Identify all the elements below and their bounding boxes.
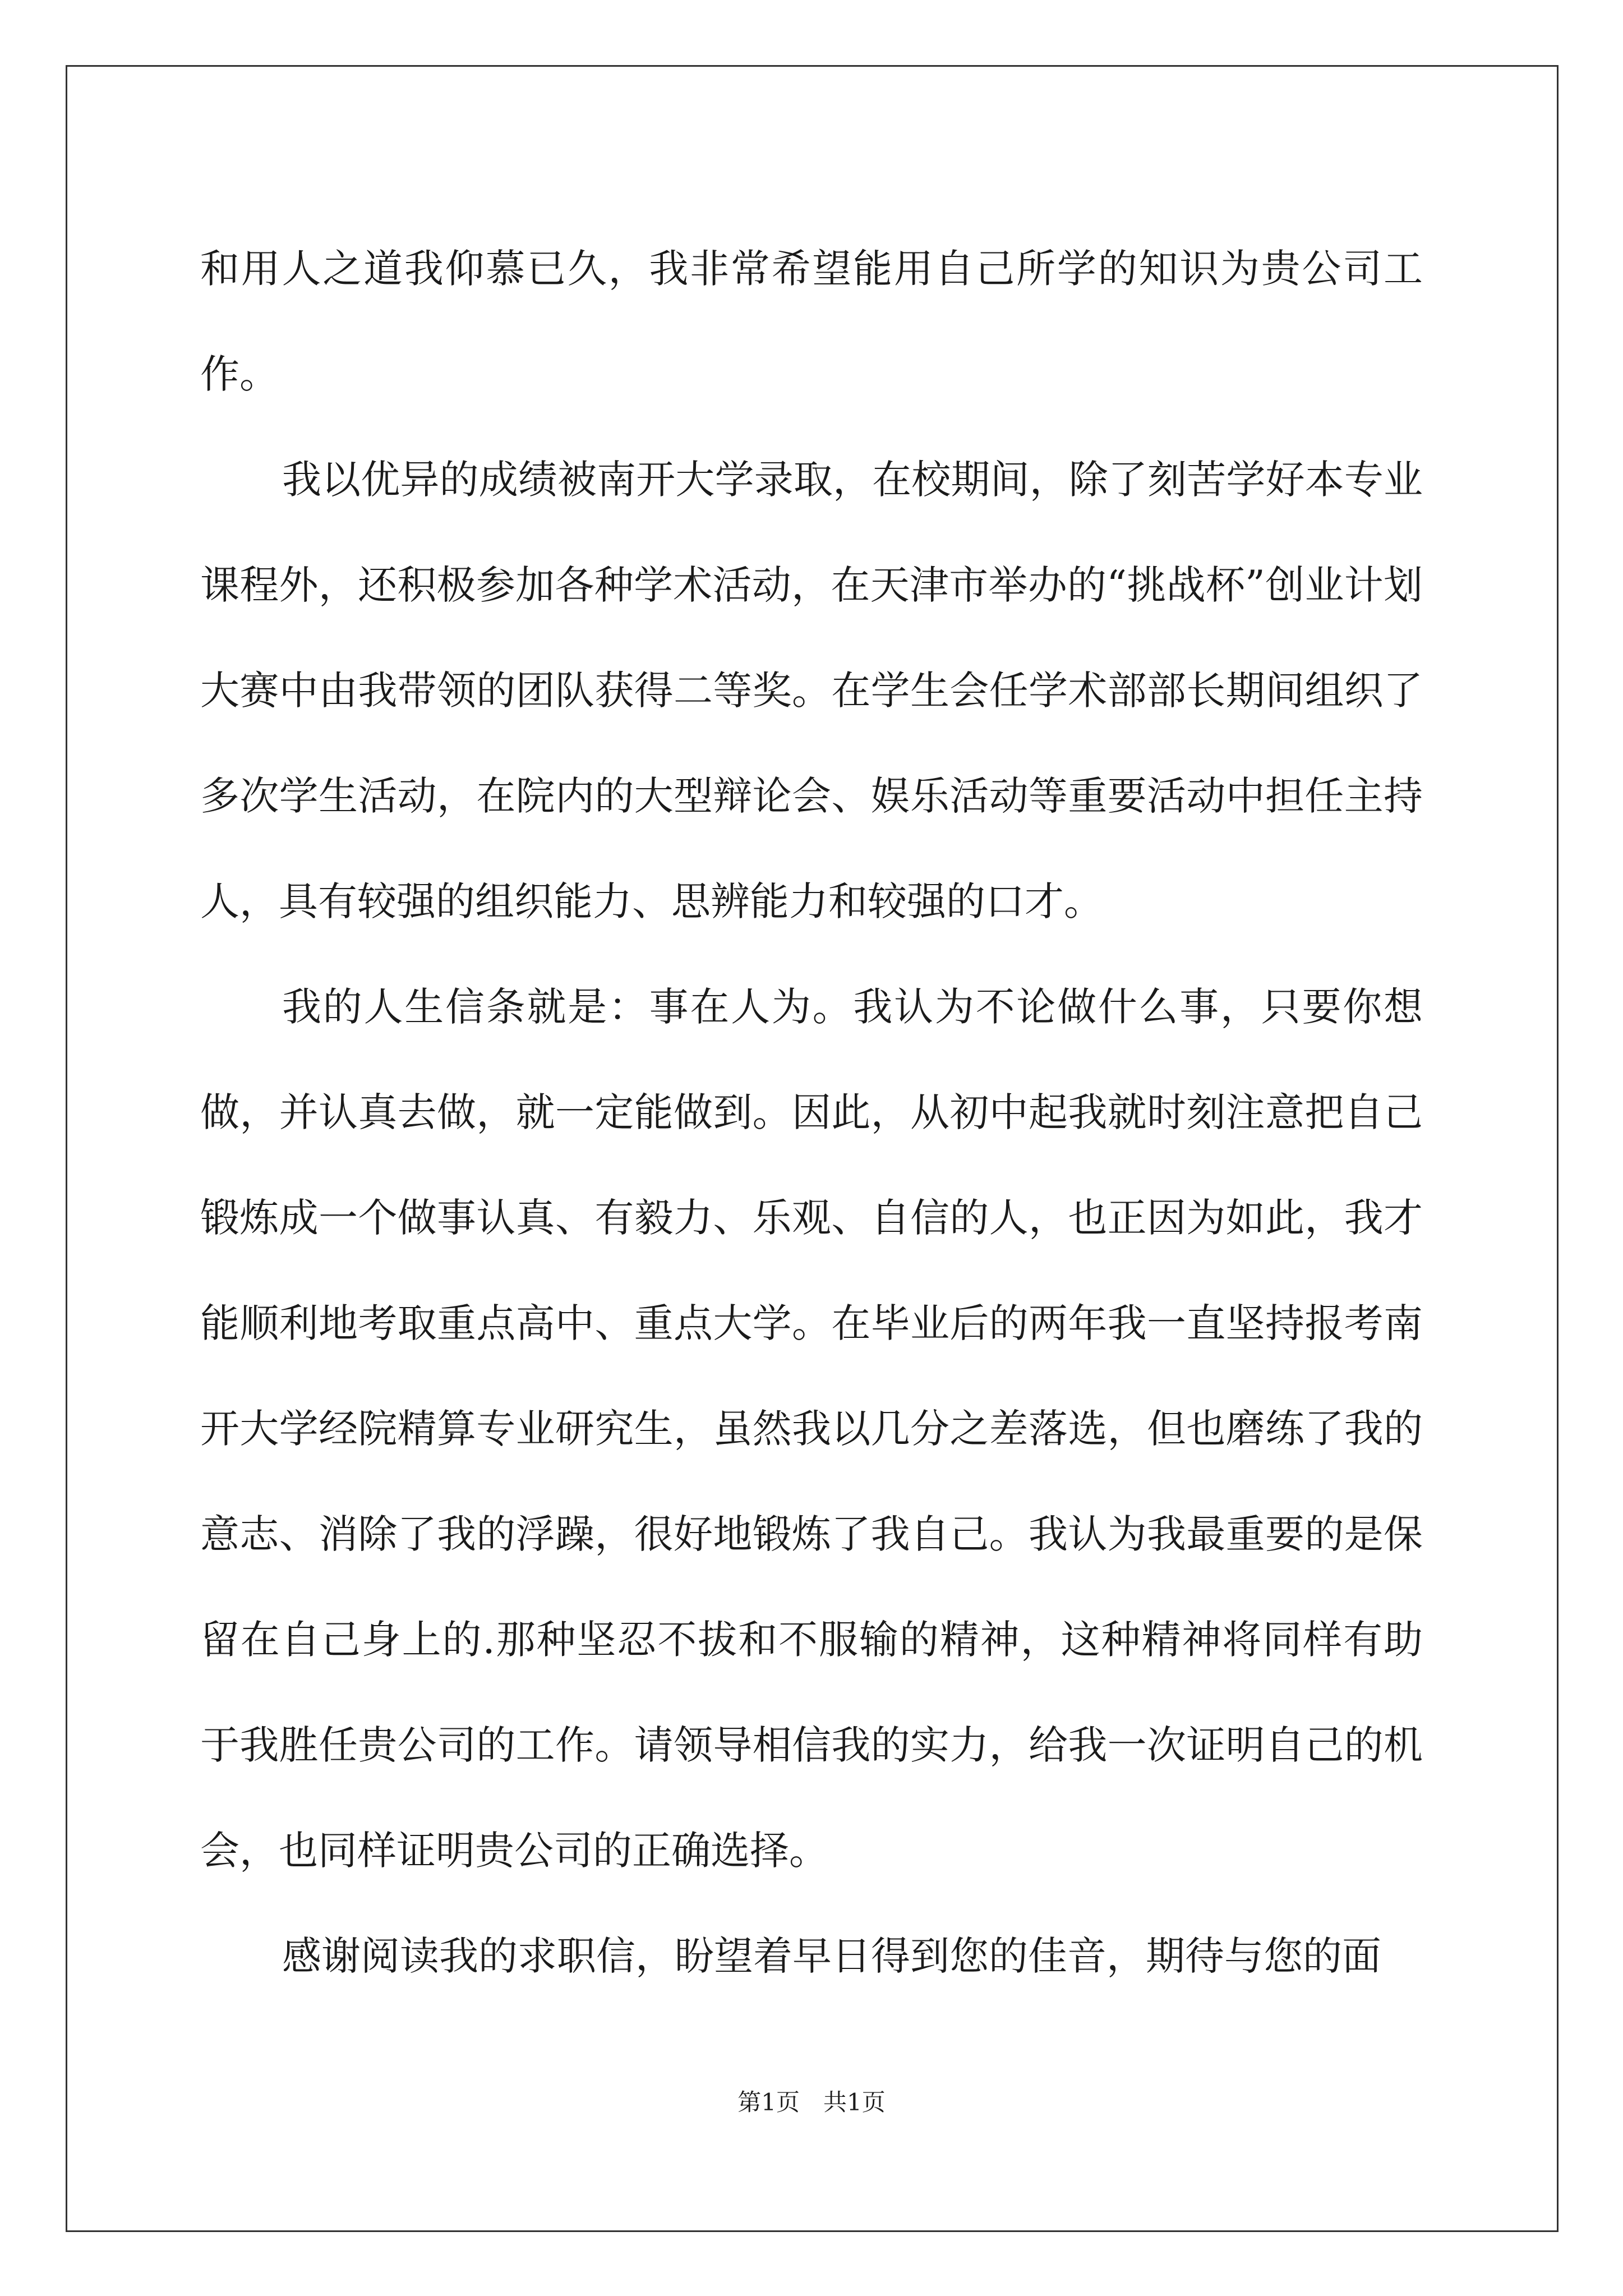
document-body [200, 216, 1423, 2009]
page-number-footer: 第1页 共1页 [737, 2088, 886, 2116]
paragraph-4: 感谢阅读我的求职信，盼望着早日得到您的佳音，期待与您的面 [282, 1933, 1381, 1979]
paragraph-1: 和用人之道我仰慕已久，我非常希望能用自己所学的知识为贵公司工作。 [200, 246, 1423, 397]
paragraph-2: 我以优异的成绩被南开大学录取，在校期间，除了刻苦学好本专业课程外，还积极参加各种学术活动，在天津市举办的“挑战杯”创业计划大赛中由我带领的团队获得二等奖。在学生会任学术部部长期间组织了多次学生活动，在院内的大型辩论会、娱乐活动等重要活动中担任主持人，具有较强的组织能力、思辨能力和较强的口才。 [200, 457, 1423, 924]
paragraph-3: 我的人生信条就是：事在人为。我认为不论做什么事，只要你想做，并认真去做，就一定能做到。因此，从初中起我就时刻注意把自己锻炼成一个做事认真、有毅力、乐观、自信的人，也正因为如此，我才能顺利地考取重点高中、重点大学。在毕业后的两年我一直坚持报考南开大学经院精算专业研究生，虽然我以几分之差落选，但也磨练了我的意志、消除了我的浮躁，很好地锻炼了我自己。我认为我最重要的是保留在自己身上的.那种坚忍不拔和不服输的精神，这种精神将同样有助于我胜任贵公司的工作。请领导相信我的实力，给我一次证明自己的机会，也同样证明贵公司的正确选择。 [200, 984, 1423, 1874]
